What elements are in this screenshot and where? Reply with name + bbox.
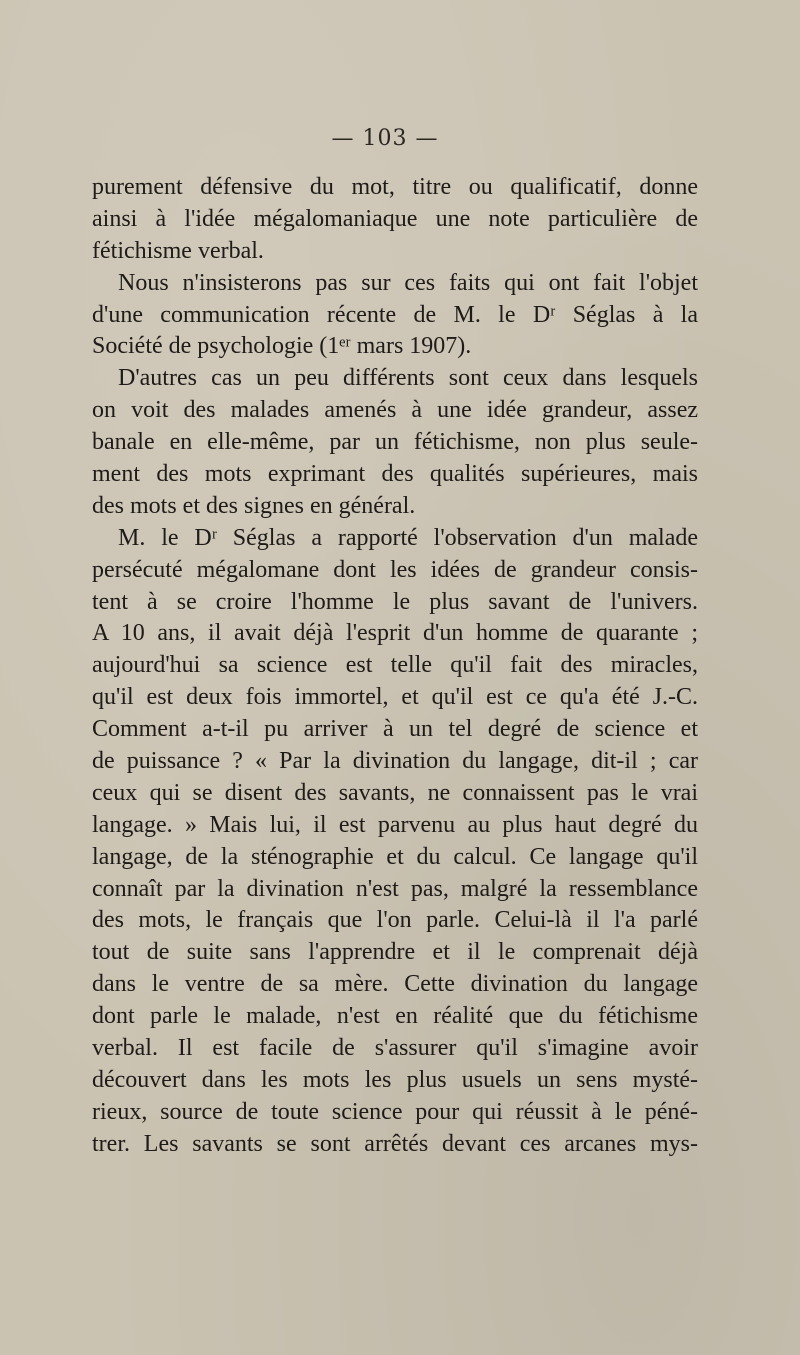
text-line: rieux, source de toute science pour qui réussit à le péné-: [92, 1098, 698, 1125]
text-line: aujourd'hui sa science est telle qu'il fait des miracles,: [92, 652, 698, 679]
text-line: M. le Dʳ Séglas a rapporté l'observation d'un malade: [118, 524, 698, 551]
text-line: découvert dans les mots les plus usuels un sens mysté-: [92, 1066, 698, 1093]
text-line: ainsi à l'idée mégalomaniaque une note particulière de: [92, 205, 698, 232]
body-text: [92, 172, 698, 1161]
text-line: verbal. Il est facile de s'assurer qu'il s'imagine avoir: [92, 1035, 698, 1062]
text-line: tent à se croire l'homme le plus savant de l'univers.: [92, 588, 698, 615]
text-line: purement défensive du mot, titre ou qualificatif, donne: [92, 174, 698, 200]
text-line: D'autres cas un peu différents sont ceux dans lesquels: [118, 365, 698, 392]
text-line: tout de suite sans l'apprendre et il le comprenait déjà: [92, 939, 698, 966]
text-line: dans le ventre de sa mère. Cette divination du langage: [92, 971, 698, 998]
text-line: trer. Les savants se sont arrêtés devant ces arcanes mys-: [92, 1130, 698, 1157]
text-line: A 10 ans, il avait déjà l'esprit d'un homme de quarante ;: [92, 620, 698, 647]
text-line: Nous n'insisterons pas sur ces faits qui ont fait l'objet: [118, 269, 698, 296]
text-line: langage. » Mais lui, il est parvenu au plus haut degré du: [92, 811, 698, 838]
text-line: Société de psychologie (1ᵉʳ mars 1907).: [92, 333, 472, 360]
text-line: banale en elle-même, par un fétichisme, non plus seule-: [92, 429, 698, 456]
page-number: — 103 —: [331, 126, 439, 151]
text-line: fétichisme verbal.: [92, 237, 264, 264]
text-line: persécuté mégalomane dont les idées de grandeur consis-: [92, 556, 698, 583]
text-line: d'une communication récente de M. le Dʳ Séglas à la: [92, 301, 698, 328]
text-line: connaît par la divination n'est pas, malgré la ressemblance: [92, 875, 698, 902]
text-line: ment des mots exprimant des qualités supérieures, mais: [92, 461, 698, 488]
text-line: Comment a-t-il pu arriver à un tel degré de science et: [92, 716, 698, 743]
text-line: langage, de la sténographie et du calcul. Ce langage qu'il: [92, 843, 698, 870]
text-line: ceux qui se disent des savants, ne connaissent pas le vrai: [92, 779, 698, 806]
text-line: des mots et des signes en général.: [92, 492, 416, 519]
text-line: de puissance ? « Par la divination du langage, dit-il ; car: [92, 748, 698, 775]
text-line: dont parle le malade, n'est en réalité que du fétichisme: [92, 1003, 698, 1030]
text-line: qu'il est deux fois immortel, et qu'il est ce qu'a été J.-C.: [92, 684, 698, 711]
text-line: des mots, le français que l'on parle. Celui-là il l'a parlé: [92, 907, 698, 934]
text-line: on voit des malades amenés à une idée grandeur, assez: [92, 397, 698, 424]
